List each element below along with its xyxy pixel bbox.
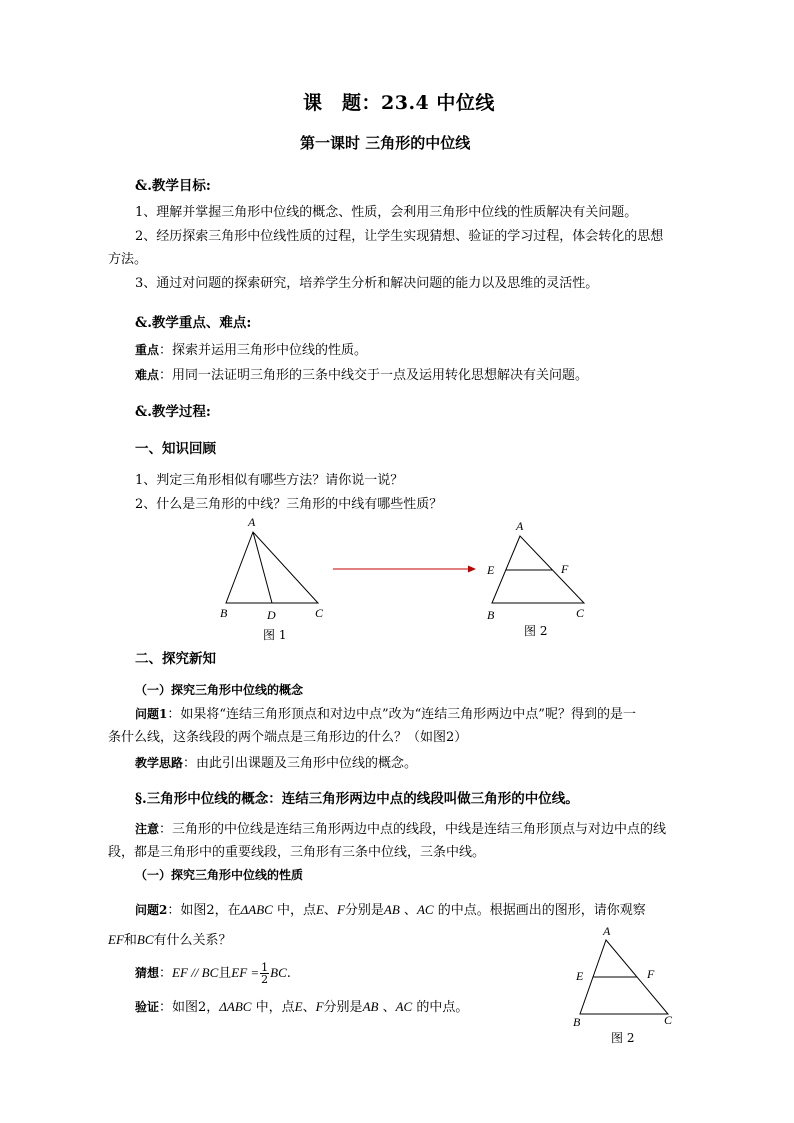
note-line2: 段，都是三角形中的重要线段，三角形有三条中位线，三条中线。 bbox=[108, 845, 486, 860]
fig1-triangle bbox=[226, 532, 318, 603]
key-text: ：探索并运用三角形中位线的性质。 bbox=[159, 343, 368, 358]
fig3-triangle bbox=[580, 940, 668, 1014]
guess bbox=[135, 960, 291, 987]
difficult-label: 难点 bbox=[135, 368, 160, 382]
problem-2-line1 bbox=[135, 901, 646, 920]
point-e: E bbox=[315, 902, 324, 917]
sep-1: 、 bbox=[323, 903, 337, 918]
section-explore: 二、探究新知 bbox=[135, 651, 216, 667]
keypoints-heading: &.教学重点、难点: bbox=[135, 315, 252, 331]
problem-2-pre: ：如图2，在 bbox=[167, 903, 241, 918]
problem-2-mid: 中，点 bbox=[272, 903, 316, 918]
segment-ef: EF bbox=[108, 932, 124, 947]
verify-point-f: F bbox=[315, 999, 324, 1014]
guess-label: 猜想 bbox=[135, 966, 160, 980]
problem-2-line2 bbox=[108, 931, 232, 950]
objectives-heading: &.教学目标: bbox=[135, 178, 211, 194]
verify-mid2: 分别是 bbox=[323, 1000, 363, 1015]
problem-1-line1 bbox=[135, 705, 636, 724]
fig2-label-b: B bbox=[487, 608, 495, 622]
note-text: ：三角形的中位线是连结三角形两边中点的线段，中线是连结三角形顶点与对边中点的线 bbox=[159, 822, 667, 837]
verify-triangle: ΔABC bbox=[219, 999, 252, 1014]
section-review: 一、知识回顾 bbox=[135, 441, 216, 457]
fig2-label-e: E bbox=[487, 563, 495, 577]
teaching-idea-text: ：由此引出课题及三角形中位线的概念。 bbox=[183, 756, 418, 771]
difficult-text: ：用同一法证明三角形的三条中线交于一点及运用转化思想解决有关问题。 bbox=[159, 368, 589, 383]
segment-ac: AC bbox=[416, 902, 434, 917]
segment-ab: AB bbox=[383, 902, 400, 917]
verify-sep2: 、 bbox=[378, 1000, 396, 1015]
segment-bc: BC bbox=[136, 932, 154, 947]
verify bbox=[135, 998, 468, 1017]
part1-heading: （一）探究三角形中位线的概念 bbox=[135, 683, 304, 697]
fig3-label-c: C bbox=[664, 1013, 673, 1027]
key-label: 重点 bbox=[135, 343, 160, 357]
verify-pre: ：如图2， bbox=[159, 1000, 220, 1015]
one-half-fraction bbox=[260, 962, 269, 985]
problem-2-label: 问题2 bbox=[135, 903, 168, 917]
guess-colon: ： bbox=[159, 966, 173, 981]
review-question-2: 2、什么是三角形的中线？三角形的中线有哪些性质？ bbox=[135, 497, 443, 512]
difficult-point bbox=[135, 366, 588, 385]
guess-parallel: EF // BC bbox=[172, 965, 219, 980]
problem-1-label: 问题1 bbox=[135, 707, 168, 721]
verify-sep: 、 bbox=[302, 1000, 316, 1015]
guess-bc: BC bbox=[270, 965, 287, 980]
fig1-label-d: D bbox=[267, 608, 276, 622]
verify-mid: 中，点 bbox=[251, 1000, 295, 1015]
guess-end: . bbox=[286, 966, 291, 981]
teaching-idea-label: 教学思路 bbox=[135, 756, 184, 770]
problem-2-line2-end: 有什么关系？ bbox=[153, 933, 232, 948]
fig3-caption: 图 2 bbox=[611, 1031, 635, 1045]
part2-heading: （一）探究三角形中位线的性质 bbox=[135, 868, 304, 882]
problem-1-text: ：如果将“连结三角形顶点和对边中点”改为“连结三角形两边中点”呢？得到的是一 bbox=[167, 707, 636, 722]
and-word: 和 bbox=[123, 933, 137, 948]
fig1-caption: 图 1 bbox=[263, 628, 287, 642]
process-heading: &.教学过程: bbox=[135, 404, 211, 420]
objective-2-cont: 方法。 bbox=[108, 252, 148, 267]
problem-1-line2: 条什么线，这条线段的两个端点是三角形边的什么？（如图2） bbox=[108, 730, 468, 745]
problem-2-mid2: 分别是 bbox=[344, 903, 384, 918]
verify-ab: AB bbox=[362, 999, 379, 1014]
guess-equal: EF = bbox=[231, 965, 260, 980]
objective-1: 1、理解并掌握三角形中位线的概念、性质，会利用三角形中位线的性质解决有关问题。 bbox=[135, 205, 638, 220]
fig2-label-f: F bbox=[561, 562, 569, 576]
guess-and: 且 bbox=[218, 966, 232, 981]
midline-concept: §.三角形中位线的概念：连结三角形两边中点的线段叫做三角形的中位线。 bbox=[135, 791, 579, 807]
verify-end: 的中点。 bbox=[412, 1000, 469, 1015]
teaching-idea bbox=[135, 754, 417, 773]
review-question-1: 1、判定三角形相似有哪些方法？请你说一说？ bbox=[135, 473, 404, 488]
problem-2-end: 的中点。根据画出的图形，请你观察 bbox=[433, 903, 646, 918]
fig-arrow-head bbox=[468, 566, 476, 573]
page-title: 课 题：23.4 中位线 bbox=[303, 92, 495, 114]
fig1-label-b: B bbox=[220, 606, 228, 620]
verify-point-e: E bbox=[294, 999, 303, 1014]
note-line1 bbox=[135, 820, 666, 839]
fig3-label-f: F bbox=[647, 967, 655, 981]
fig1-median bbox=[253, 532, 272, 603]
sep-2: 、 bbox=[399, 903, 417, 918]
fig1-label-c: C bbox=[315, 606, 324, 620]
page-subtitle: 第一课时 三角形的中位线 bbox=[300, 134, 471, 152]
fig3-label-a: A bbox=[603, 924, 611, 938]
fig3-label-b: B bbox=[573, 1015, 581, 1029]
note-label: 注意 bbox=[135, 822, 160, 836]
objective-2: 2、经历探索三角形中位线性质的过程，让学生实现猜想、验证的学习过程，体会转化的思想 bbox=[135, 229, 664, 244]
fig2-label-a: A bbox=[516, 519, 524, 533]
fig2-label-c: C bbox=[576, 606, 585, 620]
fig1-label-a: A bbox=[248, 515, 256, 529]
verify-ac: AC bbox=[395, 999, 413, 1014]
fraction-denominator: 2 bbox=[261, 973, 269, 986]
triangle-abc: ΔABC bbox=[240, 902, 273, 917]
fig2-caption: 图 2 bbox=[524, 624, 548, 638]
key-point bbox=[135, 341, 367, 360]
fig3-label-e: E bbox=[576, 969, 584, 983]
objective-3: 3、通过对问题的探索研究，培养学生分析和解决问题的能力以及思维的灵活性。 bbox=[135, 276, 599, 291]
verify-label: 验证 bbox=[135, 1000, 160, 1014]
point-f: F bbox=[336, 902, 345, 917]
fig2-triangle bbox=[492, 536, 584, 603]
fraction-numerator: 1 bbox=[261, 961, 269, 974]
